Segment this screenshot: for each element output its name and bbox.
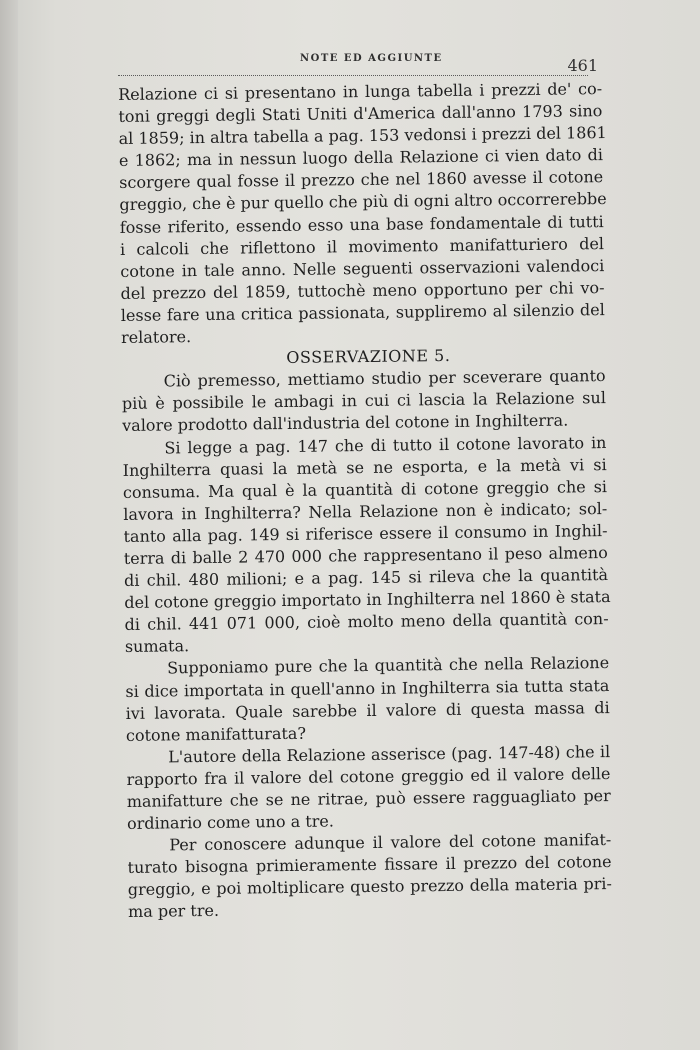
text-line: ivi lavorata. Quale sarebbe il valore di questa massa di [125,697,610,723]
text-line: del prezzo del 1859, tuttochè meno opportuno per chi vo- [120,277,605,303]
text-line: Si legge a pag. 147 che di tutto il cotone lavorato in [164,432,607,457]
page-gutter [0,0,18,1050]
text-line: L'autore della Relazione asserisce (pag. 147-48) che il [168,741,611,767]
paragraph [122,432,609,659]
paragraph [122,365,607,437]
text-line: più è possibile le ambagi in cui ci lascia la Relazione sul [121,388,606,414]
section-heading: OSSERVAZIONE 5. [286,346,451,368]
text-line: Relazione ci si presentano in lunga tabella i prezzi de' co- [118,79,603,104]
text-line: al 1859; in altra tabella a pag. 153 vedonsi i prezzi del 1861 [118,123,607,149]
paragraph [126,741,611,835]
paragraph [125,652,610,746]
paragraph [118,78,605,349]
running-header [118,48,598,82]
text-line: scorgere qual fosse il prezzo che nel 1860 avesse il cotone [119,167,604,193]
text-line: ordinario come uno a tre. [126,811,335,834]
text-line: terra di balle 2 470 000 che rappresentano il peso almeno [123,543,608,568]
body-text [118,78,612,923]
text-line: Supponiamo pure che la quantità che nella Relazione [167,653,610,678]
text-line: greggio, che è pur quello che più di ogni altro occorrerebbe [119,189,607,215]
text-line: i calcoli che riflettono il movimento manifatturiero del [119,233,605,259]
text-line: relatore. [120,327,192,348]
page-number: 461 [567,56,598,75]
text-line: lavora in Inghilterra? Nella Relazione non è indicato; sol- [123,498,608,524]
text-line: si dice importata in quell'anno in Inghilterra sia tutta stata [125,675,610,701]
text-line: valore prodotto dall'industria del cotone in Inghilterra. [122,410,569,436]
header-dotted-rule [118,75,588,76]
text-line: Per conoscere adunque il valore del cotone manifat- [169,830,612,855]
text-line: cotone in tale anno. Nelle seguenti osservazioni valendoci [120,255,605,281]
text-line: lesse fare una critica passionata, suppliremo al silenzio del [120,300,605,325]
text-line: sumata. [124,636,190,657]
text-line: turato bisogna primieramente fissare il prezzo del cotone [127,852,612,878]
text-line: toni greggi degli Stati Uniti d'America dall'anno 1793 sino [118,101,603,127]
text-line: tanto alla pag. 149 si riferisce essere il consumo in Inghil- [123,520,608,546]
running-header-title: NOTE ED AGGIUNTE [300,53,443,64]
text-line: di chil. 480 milioni; e a pag. 145 si rileva che la quantità [123,565,609,591]
text-line: del cotone greggio importato in Inghilterra nel 1860 è stata [124,587,611,613]
text-line: e 1862; ma in nessun luogo della Relazione ci vien dato di [118,145,604,171]
text-line: fosse riferito, essendo esso una base fondamentale di tutti [119,211,604,237]
text-line: Ciò premesso, mettiamo studio per sceverare quanto [163,366,606,391]
text-line: ma per tre. [127,901,220,922]
text-line: cotone manifatturata? [125,723,307,745]
text-line: Inghilterra quasi la metà se ne esporta, e la metà vi si [122,454,607,480]
text-line: greggio, e poi moltiplicare questo prezzo della materia pri- [127,874,612,900]
text-line: di chil. 441 071 000, cioè molto meno della quantità con- [124,609,609,635]
text-line: rapporto fra il valore del cotone greggio ed il valore delle [126,763,611,789]
text-line: consuma. Ma qual è la quantità di cotone greggio che si [122,476,608,502]
text-line: manifatture che se ne ritrae, può essere ragguagliato per [126,786,611,811]
paragraph [127,829,612,923]
